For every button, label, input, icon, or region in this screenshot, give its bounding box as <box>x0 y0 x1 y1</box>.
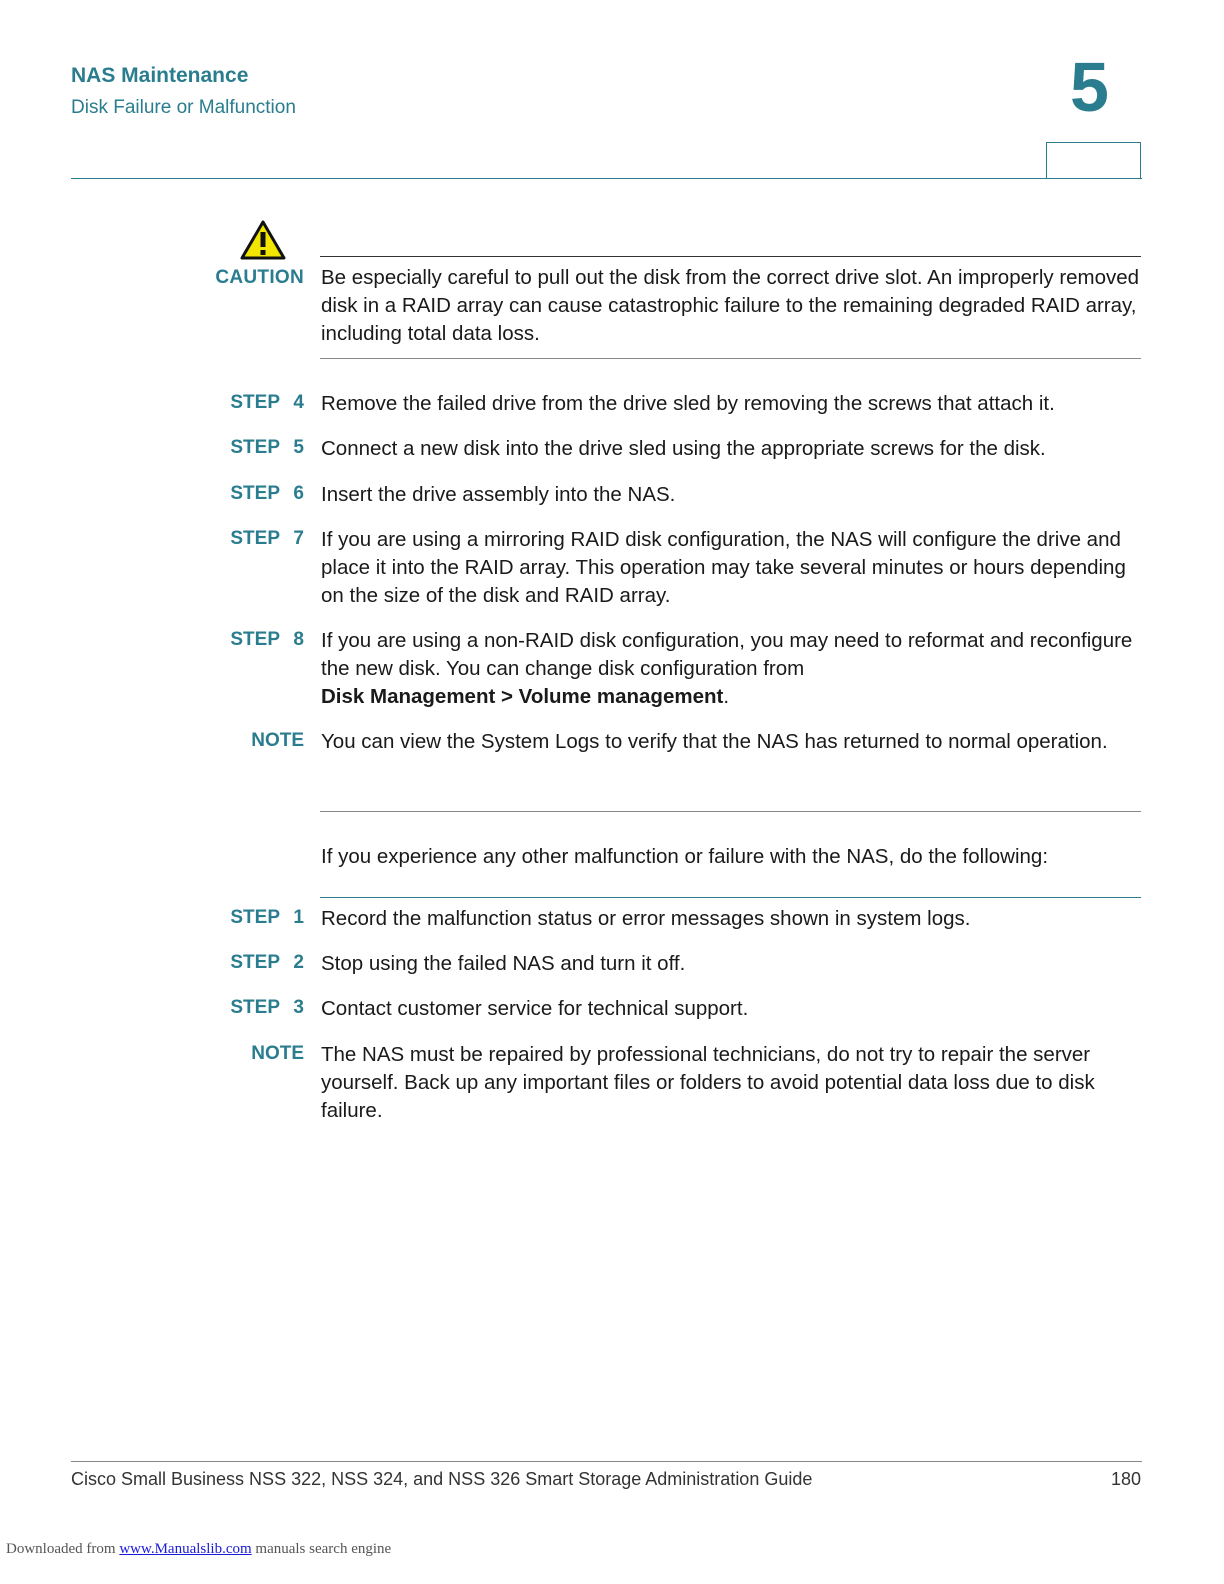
step-label <box>200 629 304 651</box>
caution-label: CAUTION <box>215 267 304 288</box>
step-label <box>200 528 304 550</box>
header-divider <box>71 178 1142 179</box>
step-text <box>321 627 1141 711</box>
step-number: 3 <box>293 997 304 1018</box>
step-word: STEP <box>230 528 280 549</box>
step-word: STEP <box>230 629 280 650</box>
chapter-number-box <box>1046 142 1141 178</box>
step-label <box>200 392 304 414</box>
step-word: STEP <box>230 483 280 504</box>
note-text: The NAS must be repaired by professional technicians, do not try to repair the server yourself. Back up any important files or folders to avoid potential data loss due to disk failure. <box>321 1043 1095 1122</box>
menu-path: Disk Management > Volume management <box>321 685 724 708</box>
step-label <box>200 437 304 459</box>
step-text: Insert the drive assembly into the NAS. <box>321 483 676 506</box>
step-text: Stop using the failed NAS and turn it off. <box>321 952 686 975</box>
step-number: 2 <box>293 952 304 973</box>
caution-top-rule <box>320 256 1141 257</box>
step-word: STEP <box>230 952 280 973</box>
step-text: Contact customer service for technical support. <box>321 997 749 1020</box>
step-number: 5 <box>293 437 304 458</box>
download-suffix: manuals search engine <box>255 1541 392 1557</box>
download-bar <box>6 1541 391 1558</box>
step-number: 1 <box>293 907 304 928</box>
guide-title: Cisco Small Business NSS 322, NSS 324, and NSS 326 Smart Storage Administration Guide <box>71 1469 813 1489</box>
download-prefix: Downloaded from <box>6 1541 116 1557</box>
step-word: STEP <box>230 392 280 413</box>
footer-divider <box>71 1461 1142 1462</box>
note-label: NOTE <box>251 730 304 751</box>
step-text: Remove the failed drive from the drive sled by removing the screws that attach it. <box>321 392 1055 415</box>
intro-text: If you experience any other malfunction or failure with the NAS, do the following: <box>321 845 1049 868</box>
step-word: STEP <box>230 997 280 1018</box>
step-number: 8 <box>293 629 304 650</box>
caution-bottom-rule <box>320 358 1141 359</box>
step-word: STEP <box>230 907 280 928</box>
steps-divider <box>320 897 1141 898</box>
note-text: You can view the System Logs to verify that the NAS has returned to normal operation. <box>321 730 1108 753</box>
page-number: 180 <box>1110 1469 1141 1489</box>
chapter-title: NAS Maintenance <box>71 64 249 87</box>
step-number: 6 <box>293 483 304 504</box>
manualslib-link[interactable]: www.Manualslib.com <box>119 1541 252 1557</box>
step-text: If you are using a mirroring RAID disk configuration, the NAS will configure the drive and place it into the RAID array. This operation may take several minutes or hours depending on the size of the disk and RAID array. <box>321 528 1126 607</box>
step-text: Record the malfunction status or error messages shown in system logs. <box>321 907 971 930</box>
section-title: Disk Failure or Malfunction <box>71 97 296 118</box>
note-label: NOTE <box>251 1043 304 1064</box>
caution-text: Be especially careful to pull out the disk from the correct drive slot. An improperly removed disk in a RAID array can cause catastrophic failure to the remaining degraded RAID array, including total data loss. <box>321 266 1140 345</box>
chapter-number: 5 <box>1070 48 1109 126</box>
step-word: STEP <box>230 437 280 458</box>
step-number: 7 <box>293 528 304 549</box>
step-number: 4 <box>293 392 304 413</box>
step-label <box>200 952 304 974</box>
step-label <box>200 907 304 929</box>
step-text-suffix: . <box>723 685 730 708</box>
warning-triangle-icon <box>240 220 286 260</box>
step-label <box>200 483 304 505</box>
step-label <box>200 997 304 1019</box>
step-text-body: If you are using a non-RAID disk configuration, you may need to reformat and reconfigure the new disk. You can change disk configuration from <box>321 629 1133 680</box>
section-divider <box>320 811 1141 812</box>
step-text: Connect a new disk into the drive sled using the appropriate screws for the disk. <box>321 437 1046 460</box>
